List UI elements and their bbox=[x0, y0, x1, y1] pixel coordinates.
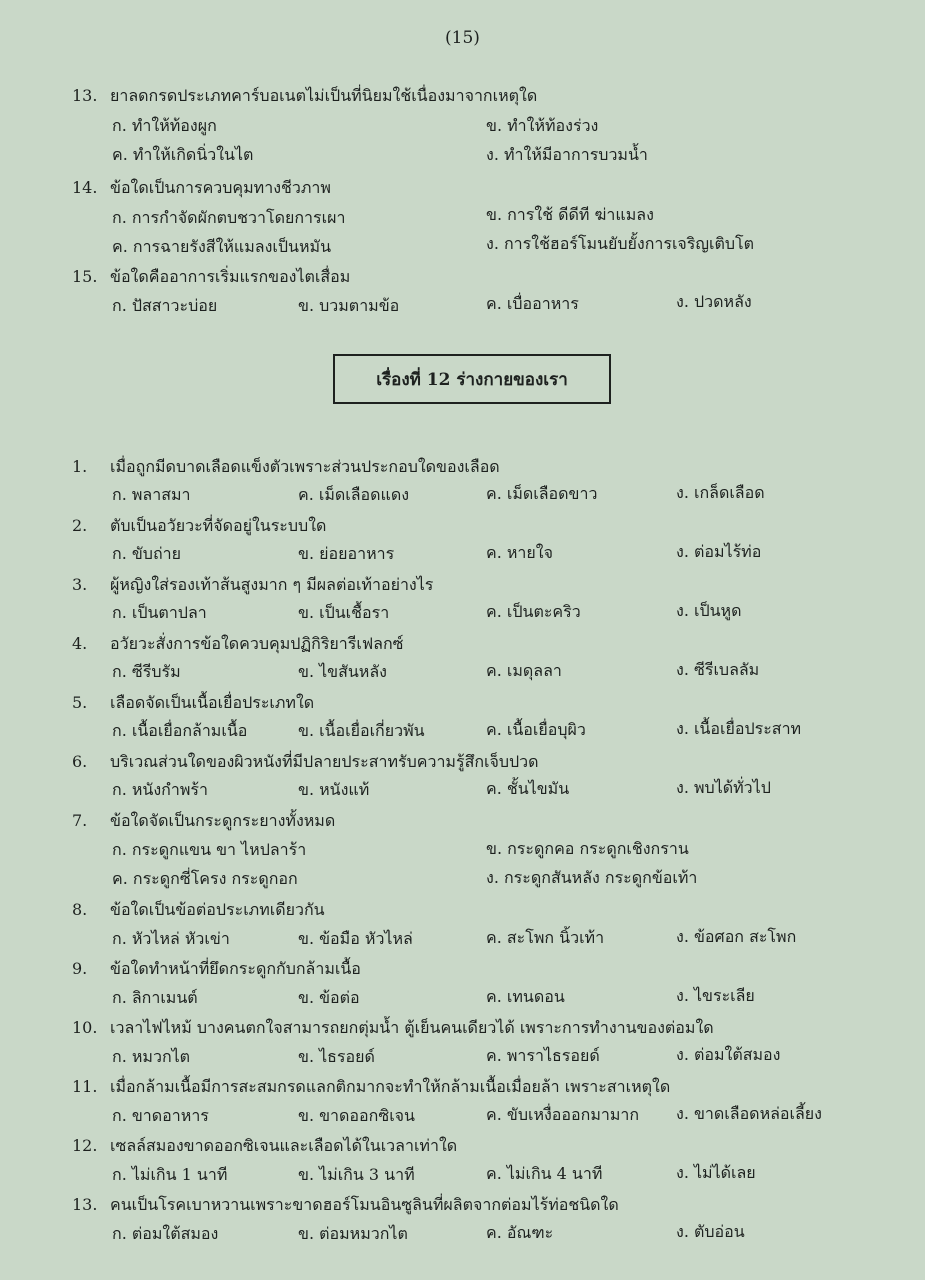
question-10: 10. เวลาไฟไหม้ บางคนตกใจสามารถยกตุ่มน้ำ ตู้เย็นคนเดียวได้ เพราะการทำงานของต่อมใด bbox=[72, 1018, 714, 1037]
question-13-a: 13. ยาลดกรดประเภทคาร์บอเนตไม่เป็นที่นิยมใช้เนื่องมาจากเหตุใด bbox=[72, 86, 538, 105]
option: ก. กระดูกแขน ขา ไหปลาร้า bbox=[112, 840, 307, 859]
option: ข. เป็นเชื้อรา bbox=[298, 603, 390, 622]
option: ข. ข้อมือ หัวไหล่ bbox=[298, 929, 413, 948]
question-14: 14. ข้อใดเป็นการควบคุมทางชีวภาพ bbox=[72, 178, 331, 197]
question-9: 9. ข้อใดทำหน้าที่ยึดกระดูกกับกล้ามเนื้อ bbox=[72, 959, 361, 978]
option: ก. หัวไหล่ หัวเข่า bbox=[112, 929, 230, 948]
option: ง. ไม่ได้เลย bbox=[676, 1163, 756, 1182]
option: ค. การฉายรังสีให้แมลงเป็นหมัน bbox=[112, 237, 331, 256]
option: ข. บวมตามข้อ bbox=[298, 296, 400, 315]
question-2: 2. ตับเป็นอวัยวะที่จัดอยู่ในระบบใด bbox=[72, 516, 327, 535]
option: ข. ต่อมหมวกไต bbox=[298, 1224, 408, 1243]
option: ข. ไขสันหลัง bbox=[298, 662, 387, 681]
question-3: 3. ผู้หญิงใส่รองเท้าส้นสูงมาก ๆ มีผลต่อเท้าอย่างไร bbox=[72, 575, 434, 594]
option: ก. การกำจัดผักตบชวาโดยการเผา bbox=[112, 208, 346, 227]
option: ข. ข้อต่อ bbox=[298, 988, 360, 1007]
question-13-b: 13. คนเป็นโรคเบาหวานเพราะขาดฮอร์โมนอินซูลินที่ผลิตจากต่อมไร้ท่อชนิดใด bbox=[72, 1195, 619, 1214]
option: ค. หายใจ bbox=[486, 543, 553, 562]
option: ค. เบื่ออาหาร bbox=[486, 294, 579, 313]
option: ก. เนื้อเยื่อกล้ามเนื้อ bbox=[112, 721, 248, 740]
option: ก. เป็นตาปลา bbox=[112, 603, 207, 622]
option: ง. ทำให้มีอาการบวมน้ำ bbox=[486, 145, 648, 164]
section-title: เรื่องที่ 12 ร่างกายของเรา bbox=[376, 369, 568, 390]
option: ก. พลาสมา bbox=[112, 485, 191, 504]
option: ค. พาราไธรอยด์ bbox=[486, 1046, 600, 1065]
option: ค. เม็ดเลือดขาว bbox=[486, 484, 598, 503]
option: ก. ขับถ่าย bbox=[112, 544, 181, 563]
option: ข. ย่อยอาหาร bbox=[298, 544, 395, 563]
option: ง. เนื้อเยื่อประสาท bbox=[676, 719, 802, 738]
option: ก. ซีรีบรัม bbox=[112, 662, 181, 681]
option: ก. ต่อมใต้สมอง bbox=[112, 1224, 219, 1243]
option: ก. ทำให้ท้องผูก bbox=[112, 116, 217, 135]
question-11: 11. เมื่อกล้ามเนื้อมีการสะสมกรดแลกติกมากจะทำให้กล้ามเนื้อเมื่อยล้า เพราะสาเหตุใด bbox=[72, 1077, 671, 1096]
question-5: 5. เลือดจัดเป็นเนื้อเยื่อประเภทใด bbox=[72, 693, 315, 712]
option: ง. ปวดหลัง bbox=[676, 292, 752, 311]
option: ข. เนื้อเยื่อเกี่ยวพัน bbox=[298, 721, 425, 740]
option: ง. การใช้ฮอร์โมนยับยั้งการเจริญเติบโต bbox=[486, 234, 755, 253]
option: ค. เทนดอน bbox=[486, 987, 565, 1006]
option: ค. ชั้นไขมัน bbox=[486, 779, 570, 798]
option: ก. หมวกไต bbox=[112, 1047, 191, 1066]
question-15: 15. ข้อใดคืออาการเริ่มแรกของไตเสื่อม bbox=[72, 267, 351, 286]
option: ค. ทำให้เกิดนิ่วในไต bbox=[112, 145, 254, 164]
option: ง. ขาดเลือดหล่อเลี้ยง bbox=[676, 1104, 822, 1123]
option: ข. การใช้ ดีดีที ฆ่าแมลง bbox=[486, 205, 654, 224]
option: ก. ไม่เกิน 1 นาที bbox=[112, 1165, 228, 1184]
option: ข. หนังแท้ bbox=[298, 780, 370, 799]
question-12: 12. เซลล์สมองขาดออกซิเจนและเลือดได้ในเวลาเท่าใด bbox=[72, 1136, 458, 1155]
option: ก. ขาดอาหาร bbox=[112, 1106, 209, 1125]
option: ข. ไม่เกิน 3 นาที bbox=[298, 1165, 415, 1184]
option: ข. กระดูกคอ กระดูกเชิงกราน bbox=[486, 839, 689, 858]
option: ก. ปัสสาวะบ่อย bbox=[112, 296, 218, 315]
option: ค. เป็นตะคริว bbox=[486, 602, 581, 621]
question-6: 6. บริเวณส่วนใดของผิวหนังที่มีปลายประสาทรับความรู้สึกเจ็บปวด bbox=[72, 752, 539, 771]
option: ค. ไม่เกิน 4 นาที bbox=[486, 1164, 603, 1183]
option: ง. เกล็ดเลือด bbox=[676, 483, 765, 502]
option: ข. ไธรอยด์ bbox=[298, 1047, 375, 1066]
option: ค. เนื้อเยื่อบุผิว bbox=[486, 720, 586, 739]
option: ก. ลิกาเมนต์ bbox=[112, 988, 198, 1007]
question-7: 7. ข้อใดจัดเป็นกระดูกระยางทั้งหมด bbox=[72, 811, 336, 830]
question-8: 8. ข้อใดเป็นข้อต่อประเภทเดียวกัน bbox=[72, 900, 325, 919]
option: ง. ต่อมใต้สมอง bbox=[676, 1045, 781, 1064]
option: ค. อัณฑะ bbox=[486, 1223, 554, 1242]
option: ง. ซีรีเบลลัม bbox=[676, 660, 760, 679]
question-1: 1. เมื่อถูกมีดบาดเลือดแข็งตัวเพราะส่วนประกอบใดของเลือด bbox=[72, 457, 500, 476]
option: ง. พบได้ทั่วไป bbox=[676, 778, 771, 797]
option: ง. ข้อศอก สะโพก bbox=[676, 927, 797, 946]
option: ข. ทำให้ท้องร่วง bbox=[486, 116, 599, 135]
option: ค. ขับเหงื่อออกมามาก bbox=[486, 1105, 640, 1124]
option: ง. ไขระเลีย bbox=[676, 986, 755, 1005]
option: ค. เมดุลลา bbox=[486, 661, 562, 680]
option: ข. ขาดออกซิเจน bbox=[298, 1106, 415, 1125]
option: ง. ตับอ่อน bbox=[676, 1222, 745, 1241]
option: ก. หนังกำพร้า bbox=[112, 780, 208, 799]
option: ง. เป็นหูด bbox=[676, 601, 742, 620]
option: ง. กระดูกสันหลัง กระดูกข้อเท้า bbox=[486, 868, 698, 887]
question-4: 4. อวัยวะสั่งการข้อใดควบคุมปฏิกิริยารีเฟลกซ์ bbox=[72, 634, 404, 653]
section-title-box bbox=[333, 354, 611, 404]
page-number: (15) bbox=[445, 28, 480, 48]
option: ค. กระดูกซี่โครง กระดูกอก bbox=[112, 869, 298, 888]
option: ง. ต่อมไร้ท่อ bbox=[676, 542, 762, 561]
option: ค. สะโพก นิ้วเท้า bbox=[486, 928, 605, 947]
option: ค. เม็ดเลือดแดง bbox=[298, 485, 410, 504]
